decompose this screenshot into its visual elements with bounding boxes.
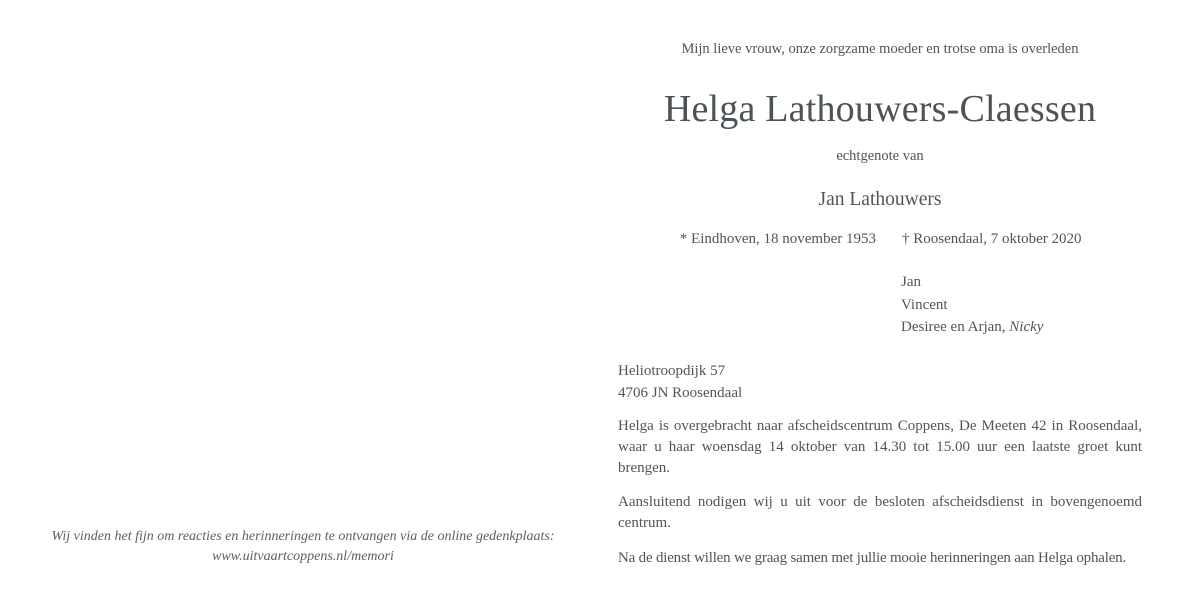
family-member-names: Desiree en Arjan,	[901, 319, 1010, 335]
family-member: Jan	[901, 274, 921, 290]
viewing-paragraph: Helga is overgebracht naar afscheidscentrum Coppens, De Meeten 42 in Roosendaal, waar u haar woensdag 14 oktober van 14.30 tot 15.00 uur een laatste groet kunt brengen.	[618, 418, 1142, 476]
death-info: † Roosendaal, 7 oktober 2020	[902, 231, 1082, 247]
address-street: Heliotroopdijk 57	[618, 363, 726, 379]
address-block	[618, 360, 742, 404]
grandchild-name: Nicky	[1009, 319, 1044, 335]
family-member	[901, 316, 1043, 339]
memorial-url-link[interactable]: www.uitvaartcoppens.nl/memori	[212, 549, 394, 564]
announcement-panel	[618, 0, 1142, 591]
memorial-note	[20, 527, 586, 567]
address-city: 4706 JN Roosendaal	[618, 385, 743, 401]
memorial-note-text: Wij vinden het fijn om reacties en herinneringen te ontvangen via de online gedenkplaats:	[51, 529, 555, 544]
spouse-name: Jan Lathouwers	[818, 189, 942, 210]
service-paragraph: Aansluitend nodigen wij u uit voor de besloten afscheidsdienst in bovengenoemd centrum.	[618, 494, 1142, 531]
deceased-name: Helga Lathouwers-Claessen	[663, 88, 1097, 130]
after-service-paragraph: Na de dienst willen we graag samen met jullie mooie herinneringen aan Helga ophalen.	[618, 550, 1127, 566]
spouse-prefix: echtgenote van	[836, 148, 924, 164]
birth-info: * Eindhoven, 18 november 1953	[679, 231, 876, 247]
family-member: Vincent	[901, 296, 948, 313]
family-list	[901, 271, 1043, 339]
intro-text: Mijn lieve vrouw, onze zorgzame moeder en trotse oma is overleden	[681, 41, 1079, 57]
